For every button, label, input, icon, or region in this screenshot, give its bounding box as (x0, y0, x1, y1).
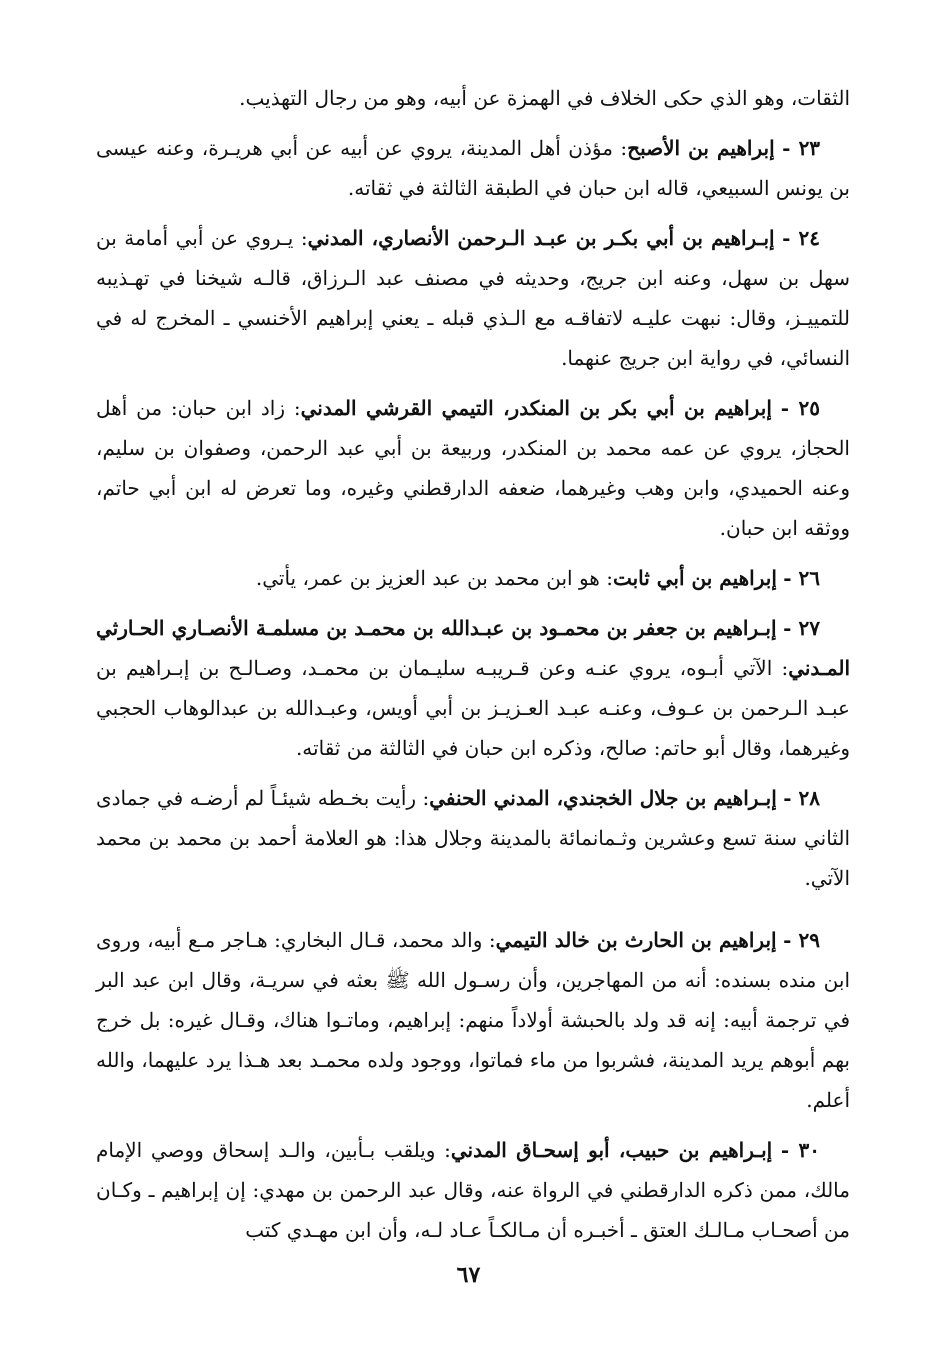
entry-body: : رأيت بخـطه شيئـاً لم أرضـه في جمادى الثاني سنة تسع وعشرين وثـمانمائة بالمدينة وجلال هذا: هو العلامة أحمد بن محمد بن محمد الآتي. (96, 786, 850, 890)
entry-heading: إبـراهيم بن أبي بكـر بن عبـد الـرحمن الأنصاري، المدني (307, 226, 775, 250)
intro-paragraph: الثقات، وهو الذي حكى الخلاف في الهمزة عن أبيه، وهو من رجال التهذيب. (239, 86, 850, 110)
page-number: ٦٧ (456, 1262, 481, 1288)
entry-23 (96, 128, 850, 208)
entry-26 (96, 558, 850, 598)
entry-number: ٢٣ - (782, 136, 821, 160)
entry-heading: إبـراهيم بن جلال الخجندي، المدني الحنفي (429, 786, 777, 810)
page-body (96, 78, 850, 1260)
entry-heading: إبراهيم بن أبي ثابت (612, 566, 777, 590)
entry-body: : يـروي عن أبي أمامة بن سهل بن سهل، وعنه ابن جريج، وحديثه في مصنف عبد الـرزاق، قالـه شيخنا في تهـذيبه للتمييـز، وقال: نبهت عليـه لاتفاقـه مع الـذي قبله ـ يعني إبراهيم الأخنسي ـ المخرج له في النسائي، في رواية ابن جريج عنهما. (96, 226, 850, 370)
entry-number: ٣٠ - (780, 1138, 820, 1162)
entry-heading: إبـراهيم بن حبيب، أبو إسحـاق المدني (450, 1138, 773, 1162)
entry-24 (96, 218, 850, 378)
entry-heading: إبراهيم بن الأصبح (627, 136, 775, 160)
entry-number: ٢٤ - (782, 226, 821, 250)
entry-body: : مؤذن أهل المدينة، يروي عن أبيه عن أبي هريـرة، وعنه عيسى بن يونس السبيعي، قاله ابن حبان في الطبقة الثالثة في ثقاته. (96, 136, 850, 200)
entry-body: : والد محمد، قـال البخاري: هـاجر مـع أبيه، وروى ابن منده بسنده: أنه من المهاجرين، وأن رسـول الله ﷺ بعثه في سريـة، وقال ابن عبد البر في ترجمة أبيه: إنه قد ولد بالحبشة أولاداً منهم: إبراهيم، وماتـوا هناك، وقـال غيره: بل خرج بهم أبوهم يريد المدينة، فشربوا من ماء فماتوا، ووجود ولده محمـد بعد هـذا يرد عليهما، والله أعلم. (96, 928, 850, 1112)
entry-29 (96, 920, 850, 1120)
entry-30 (96, 1130, 850, 1250)
entry-body: : هو ابن محمد بن عبد العزيز بن عمر، يأتي. (255, 566, 613, 590)
entry-heading: إبراهيم بن الحارث بن خالد التيمي (495, 928, 777, 952)
entry-body: : زاد ابن حبان: من أهل الحجاز، يروي عن عمه محمد بن المنكدر، وربيعة بن أبي عبد الرحمن، وصفوان بن سليم، وعنه الحميدي، وابن وهب وغيرهما، ضعفه الدارقطني وغيره، وما تعرض له ابن أبي حاتم، ووثقه ابن حبان. (96, 396, 850, 540)
entry-number: ٢٨ - (783, 786, 821, 810)
entry-body: : الآتي أبـوه، يروي عنـه وعن قـريبـه سليـمان بن محمـد، وصـالـح بن إبـراهيم بن عبـد الـرحمن بن عـوف، وعنـه عبـد العـزيـز بن أبي أويس، وعبـدالله بن عبدالوهاب الحجبي وغيرهما، وقال أبو حاتم: صالح، وذكره ابن حبان في الثالثة من ثقاته. (96, 656, 850, 760)
entry-27 (96, 608, 850, 768)
entry-number: ٢٦ - (783, 566, 820, 590)
entry-heading: إبراهيم بن أبي بكر بن المنكدر، التيمي القرشي المدني (300, 396, 772, 420)
entry-heading: إبـراهيم بن جعفر بن محمـود بن عبـدالله بن محمـد بن مسلمـة الأنصـاري الحـارثي المـدني (96, 616, 850, 680)
entry-body: : ويلقب بـأبين، والـد إسحاق ووصي الإمام مالك، ممن ذكره الدارقطني في الرواة عنه، وقال عبد الرحمن بن مهدي: إن إبراهيم ـ وكـان من أصحـاب مـالـك العتق ـ أخبـره أن مـالكـاً عـاد لـه، وأن ابن مهـدي كتب (96, 1138, 850, 1242)
entry-28 (96, 778, 850, 898)
entry-number: ٢٥ - (780, 396, 821, 420)
entry-25 (96, 388, 850, 548)
entry-number: ٢٩ - (783, 928, 820, 952)
entry-number: ٢٧ - (783, 616, 821, 640)
